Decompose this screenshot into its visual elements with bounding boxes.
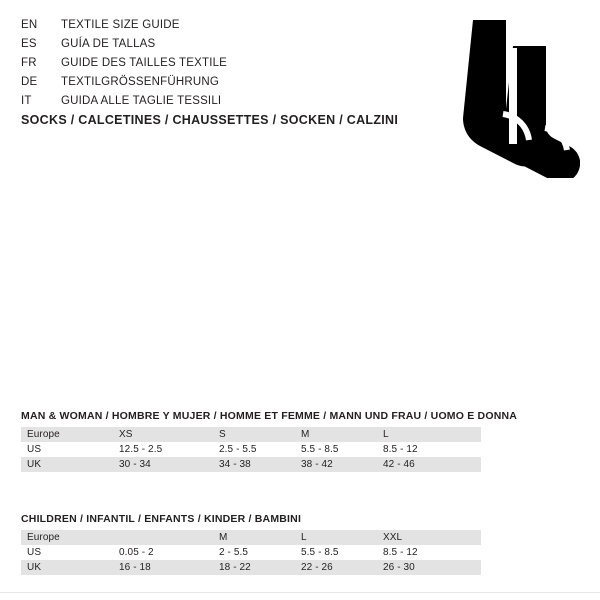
table-block-children [21,513,481,575]
language-label: TEXTILGRÖSSENFÜHRUNG [61,76,219,88]
language-row-it [21,92,401,111]
table-title: MAN & WOMAN / HOMBRE Y MUJER / HOMME ET FEMME / MANN UND FRAU / UOMO E DONNA [21,410,518,422]
product-category-title: SOCKS / CALCETINES / CHAUSSETTES / SOCKEN / CALZINI [21,113,399,127]
column-header [113,530,213,545]
table-header-row [21,530,481,545]
table-row [21,442,481,457]
column-header: M [295,427,377,442]
cell: 18 - 22 [213,560,295,575]
column-header: L [377,427,481,442]
language-row-es [21,35,401,54]
cell: 26 - 30 [377,560,481,575]
table-row [21,560,481,575]
language-row-de [21,73,401,92]
row-label: US [21,545,113,560]
cell: 34 - 38 [213,457,295,472]
language-row-en [21,16,401,35]
language-code: IT [21,95,32,107]
cell: 16 - 18 [113,560,213,575]
language-code: ES [21,38,37,50]
cell: 38 - 42 [295,457,377,472]
column-header: Europe [21,530,113,545]
language-label: TEXTILE SIZE GUIDE [61,19,180,31]
language-code: FR [21,57,37,69]
column-header: S [213,427,295,442]
language-label: GUIDE DES TAILLES TEXTILE [61,57,228,69]
bottom-divider [0,592,600,593]
cell: 22 - 26 [295,560,377,575]
row-label: US [21,442,113,457]
column-header: M [213,530,295,545]
cell: 42 - 46 [377,457,481,472]
row-label: UK [21,560,113,575]
table-block-man-woman [21,410,518,472]
table-row [21,457,481,472]
language-code: EN [21,19,38,31]
cell: 2 - 5.5 [213,545,295,560]
cell: 0.05 - 2 [113,545,213,560]
size-table-man-woman [21,427,481,472]
sock-front-shape [503,46,580,178]
cell: 12.5 - 2.5 [113,442,213,457]
language-row-fr [21,54,401,73]
socks-illustration [405,18,580,178]
language-label: GUÍA DE TALLAS [61,38,156,50]
cell: 2.5 - 5.5 [213,442,295,457]
language-list [21,16,401,111]
column-header: Europe [21,427,113,442]
language-code: DE [21,76,38,88]
column-header: XXL [377,530,481,545]
cell: 5.5 - 8.5 [295,545,377,560]
row-label: UK [21,457,113,472]
cell: 8.5 - 12 [377,442,481,457]
column-header: L [295,530,377,545]
table-row [21,545,481,560]
table-header-row [21,427,481,442]
cell: 30 - 34 [113,457,213,472]
table-title: CHILDREN / INFANTIL / ENFANTS / KINDER / BAMBINI [21,513,302,525]
column-header: XS [113,427,213,442]
language-label: GUIDA ALLE TAGLIE TESSILI [61,95,222,107]
size-table-children [21,530,481,575]
cell: 5.5 - 8.5 [295,442,377,457]
cell: 8.5 - 12 [377,545,481,560]
